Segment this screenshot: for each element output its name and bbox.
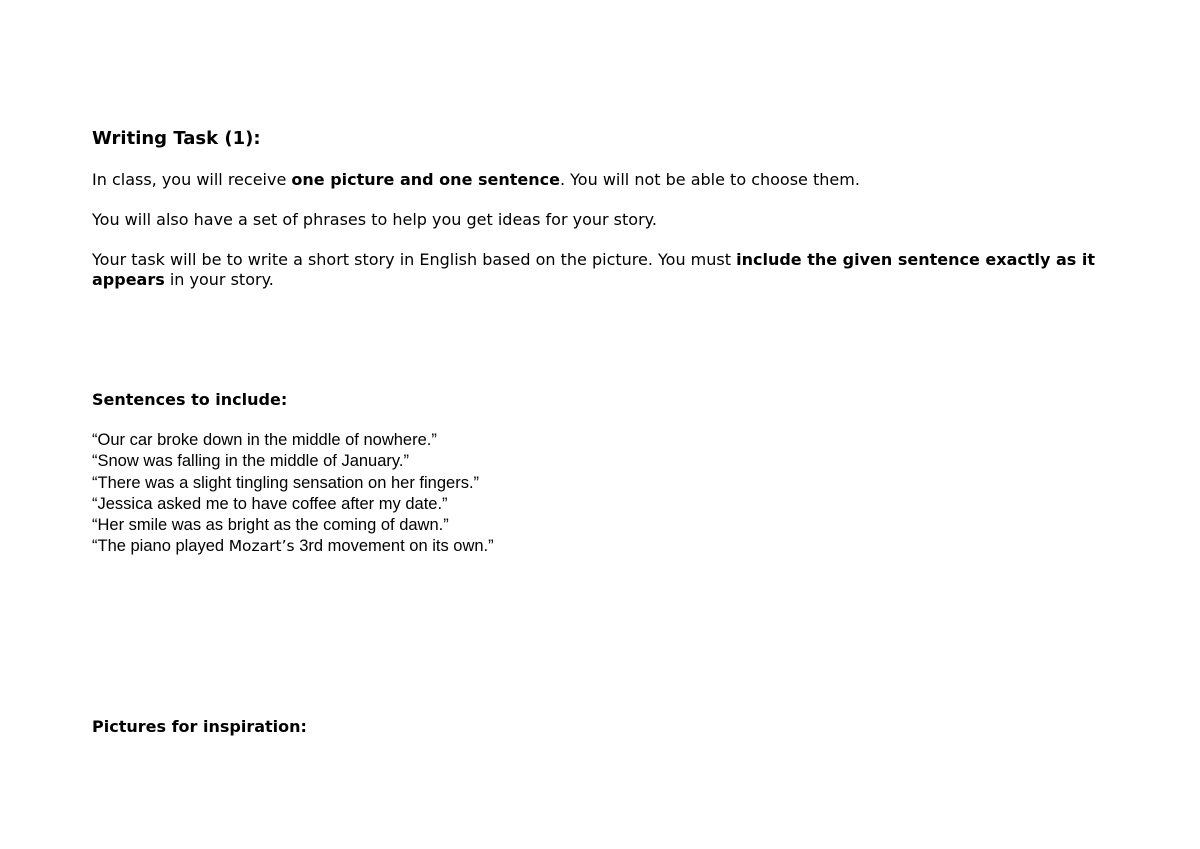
paragraph-1-bold: one picture and one sentence [291, 170, 560, 189]
page-title: Writing Task (1): [92, 128, 261, 149]
instruction-paragraph-2: You will also have a set of phrases to help you get ideas for your story. [92, 210, 657, 229]
pictures-heading: Pictures for inspiration: [92, 717, 307, 736]
sentences-heading: Sentences to include: [92, 390, 288, 409]
paragraph-3-text-end: in your story. [164, 270, 274, 289]
sentence-item: “Our car broke down in the middle of nowhere.” [92, 431, 437, 449]
last-sentence-name: Mozart’s [228, 537, 295, 555]
sentence-item: “Her smile was as bright as the coming of dawn.” [92, 516, 449, 534]
last-sentence-start: “The piano played [92, 537, 229, 555]
instruction-paragraph-1 [92, 170, 1132, 190]
instruction-paragraph-3 [92, 250, 1132, 290]
sentence-list [92, 430, 1132, 557]
sentence-item [92, 536, 1132, 557]
paragraph-1-text-start: In class, you will receive [92, 170, 292, 189]
sentence-item: “Jessica asked me to have coffee after my date.” [92, 495, 448, 513]
sentence-item: “Snow was falling in the middle of January.” [92, 452, 410, 470]
paragraph-3-text-start: Your task will be to write a short story in English based on the picture. You must [92, 250, 737, 269]
sentence-item: “There was a slight tingling sensation on her fingers.” [92, 474, 480, 492]
last-sentence-end: 3rd movement on its own.” [294, 537, 494, 555]
paragraph-1-text-end: . You will not be able to choose them. [559, 170, 860, 189]
paragraph-3-bold: include the given sentence exactly as it appears [92, 250, 1096, 289]
